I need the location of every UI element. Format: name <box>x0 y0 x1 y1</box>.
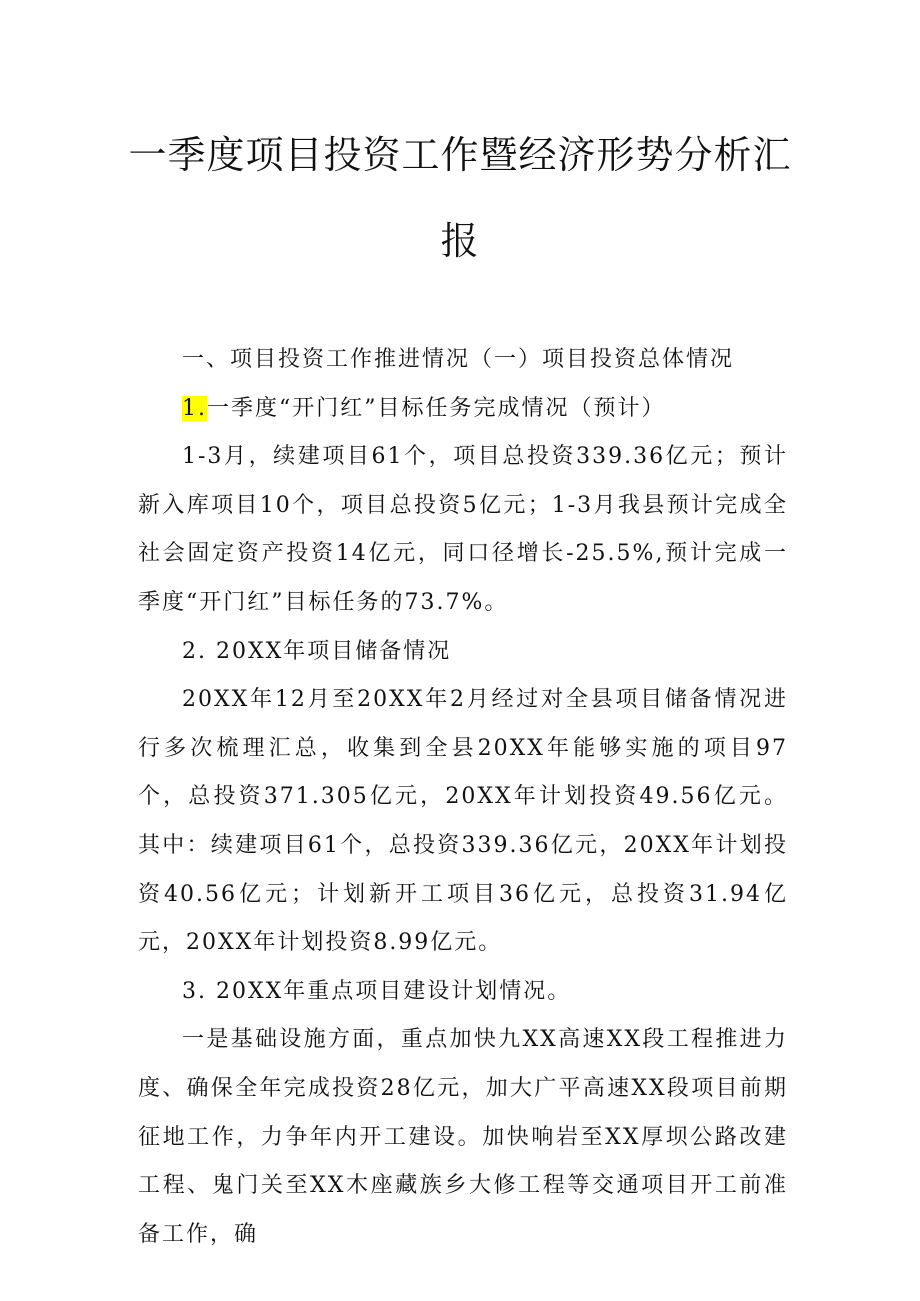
subsection-heading-2 <box>138 628 788 677</box>
subsection-heading-1-text: 一季度“开门红”目标任务完成情况（预计） <box>207 395 666 421</box>
subsection-heading-1 <box>138 385 788 434</box>
body-paragraph-2-text: 20XX年12月至20XX年2月经过对全县项目储备情况进行多次梳理汇总，收集到全县20XX年能够实施的项目97个，总投资371.305亿元，20XX年计划投资49.56亿元。其中：续建项目61个，总投资339.36亿元，20XX年计划投资40.56亿元；计划新开工项目36亿元，总投资31.94亿元，20XX年计划投资8.99亿元。 <box>138 687 788 956</box>
section-heading-text: 一、项目投资工作推进情况（一）项目投资总体情况 <box>182 347 735 372</box>
document-title-line-1: 一季度项目投资工作暨经济形势分析汇 <box>128 133 792 177</box>
highlighted-number: 1. <box>182 395 207 421</box>
subsection-heading-3 <box>138 968 788 1017</box>
body-paragraph-3-text: 一是基础设施方面，重点加快九XX高速XX段工程推进力度、确保全年完成投资28亿元，加大广平高速XX段项目前期征地工作，力争年内开工建设。加快响岩至XX厚坝公路改建工程、鬼门关至XX木座藏族乡大修工程等交通项目开工前准备工作，确 <box>138 1027 788 1247</box>
subsection-heading-2-text: 2. 20XX年项目储备情况 <box>182 638 452 664</box>
body-paragraph-1 <box>138 433 788 627</box>
document-title-line-2: 报 <box>440 219 480 263</box>
subsection-heading-3-text: 3. 20XX年重点项目建设计划情况。 <box>182 978 572 1004</box>
document-body <box>138 336 788 1259</box>
body-paragraph-2 <box>138 676 788 968</box>
body-paragraph-3 <box>138 1016 788 1259</box>
body-paragraph-1-text: 1-3月，续建项目61个，项目总投资339.36亿元；预计新入库项目10个，项目总投资5亿元；1-3月我县预计完成全社会固定资产投资14亿元，同口径增长-25.5%,预计完成一季度“开门红”目标任务的73.7%。 <box>138 444 788 615</box>
section-heading <box>138 336 788 385</box>
